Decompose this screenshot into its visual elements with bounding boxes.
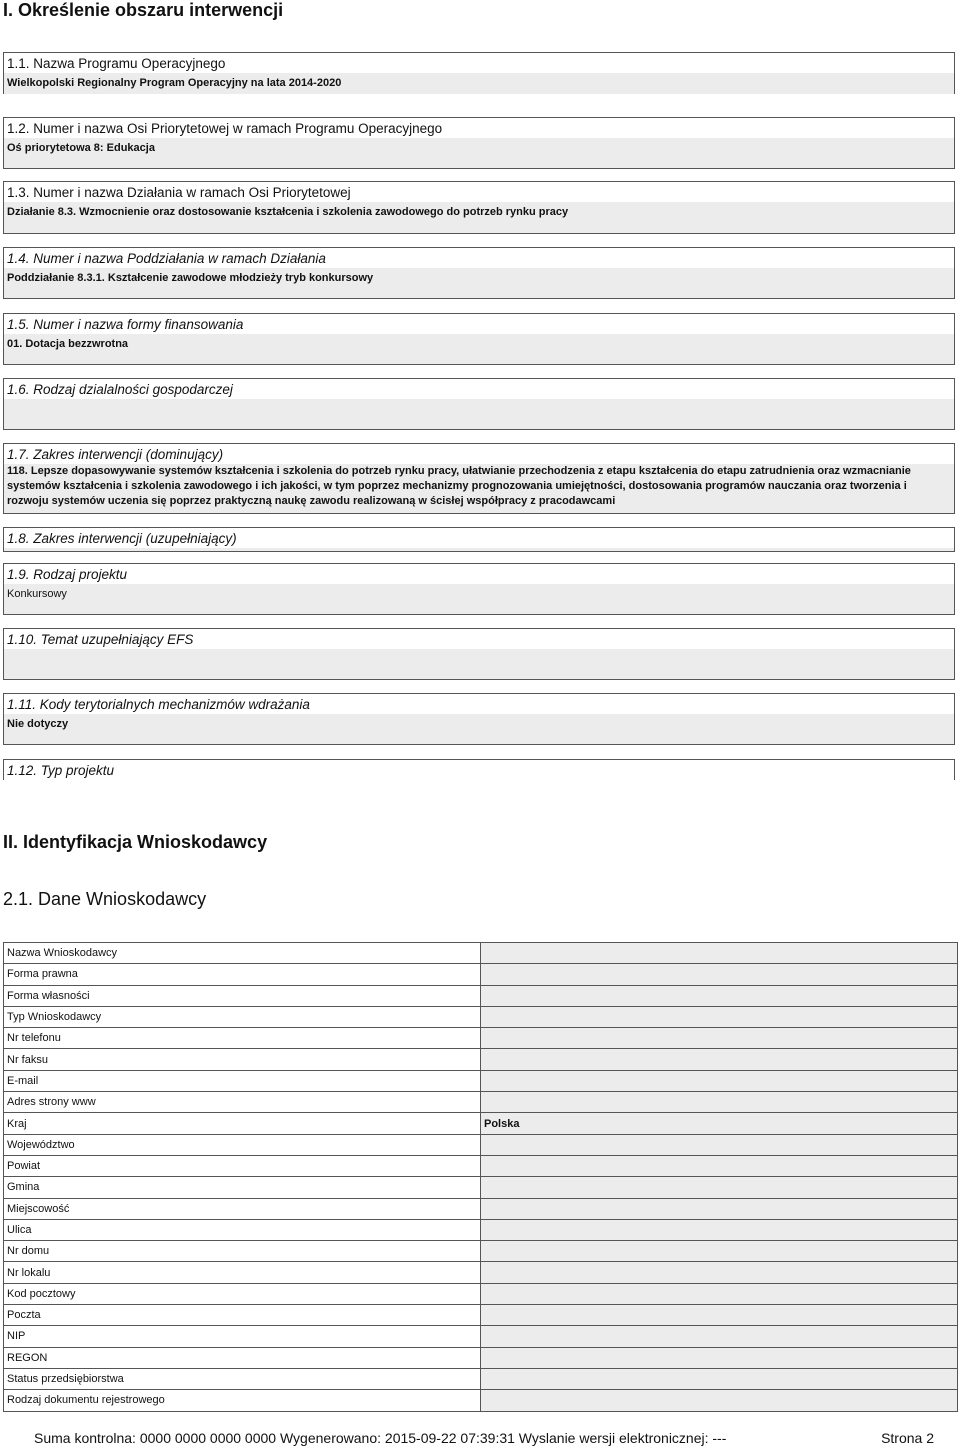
row-value bbox=[481, 1368, 958, 1389]
field-financing-form bbox=[3, 313, 955, 365]
row-label: Miejscowość bbox=[4, 1198, 481, 1219]
footer-checksum: Suma kontrolna: 0000 0000 0000 0000 Wygenerowano: 2015-09-22 07:39:31 Wyslanie wersji elektronicznej: --- bbox=[34, 1430, 727, 1446]
field-value bbox=[4, 649, 954, 655]
row-value bbox=[481, 1006, 958, 1027]
table-row bbox=[4, 1155, 958, 1176]
field-project-kind bbox=[3, 563, 955, 615]
field-label: 1.6. Rodzaj dzialalności gospodarczej bbox=[4, 379, 954, 399]
row-label: Poczta bbox=[4, 1305, 481, 1326]
field-value: Oś priorytetowa 8: Edukacja bbox=[4, 138, 954, 159]
table-row bbox=[4, 1390, 958, 1411]
field-label: 1.7. Zakres interwencji (dominujący) bbox=[4, 444, 954, 464]
table-row bbox=[4, 1177, 958, 1198]
field-label: 1.4. Numer i nazwa Poddziałania w ramach Działania bbox=[4, 248, 954, 268]
row-value bbox=[481, 1283, 958, 1304]
subsection-heading: 2.1. Dane Wnioskodawcy bbox=[3, 889, 207, 909]
table-row bbox=[4, 1326, 958, 1347]
table-row bbox=[4, 1305, 958, 1326]
field-business-type bbox=[3, 378, 955, 430]
table-row bbox=[4, 1049, 958, 1070]
table-row bbox=[4, 1347, 958, 1368]
table-row bbox=[4, 1134, 958, 1155]
row-label: Ulica bbox=[4, 1219, 481, 1240]
field-label: 1.11. Kody terytorialnych mechanizmów wdrażania bbox=[4, 694, 954, 714]
row-label: Status przedsiębiorstwa bbox=[4, 1368, 481, 1389]
table-row bbox=[4, 1219, 958, 1240]
row-label: Forma własności bbox=[4, 985, 481, 1006]
row-label: Forma prawna bbox=[4, 964, 481, 985]
table-row bbox=[4, 1262, 958, 1283]
row-value bbox=[481, 1092, 958, 1113]
field-priority-axis bbox=[3, 117, 955, 169]
row-label: Gmina bbox=[4, 1177, 481, 1198]
row-label: Nazwa Wnioskodawcy bbox=[4, 943, 481, 964]
row-label: Typ Wnioskodawcy bbox=[4, 1006, 481, 1027]
row-value bbox=[481, 943, 958, 964]
row-label: Powiat bbox=[4, 1155, 481, 1176]
table-row bbox=[4, 1028, 958, 1049]
row-label: REGON bbox=[4, 1347, 481, 1368]
field-efs-topic bbox=[3, 628, 955, 680]
field-value: Poddziałanie 8.3.1. Kształcenie zawodowe młodzieży tryb konkursowy bbox=[4, 268, 954, 289]
field-intervention-dominant bbox=[3, 443, 955, 514]
row-value bbox=[481, 1347, 958, 1368]
applicant-data-table bbox=[3, 942, 958, 1412]
row-label: Kraj bbox=[4, 1113, 481, 1134]
field-program-name bbox=[3, 52, 955, 94]
row-value bbox=[481, 1390, 958, 1411]
row-value bbox=[481, 1219, 958, 1240]
table-row bbox=[4, 1070, 958, 1091]
field-value: 01. Dotacja bezzwrotna bbox=[4, 334, 954, 355]
page-footer bbox=[34, 1430, 934, 1446]
field-label: 1.10. Temat uzupełniający EFS bbox=[4, 629, 954, 649]
row-label: Nr lokalu bbox=[4, 1262, 481, 1283]
row-label: Kod pocztowy bbox=[4, 1283, 481, 1304]
field-value bbox=[4, 399, 954, 405]
row-value bbox=[481, 985, 958, 1006]
field-label: 1.1. Nazwa Programu Operacyjnego bbox=[4, 53, 954, 73]
row-value bbox=[481, 1198, 958, 1219]
field-label: 1.8. Zakres interwencji (uzupełniający) bbox=[4, 528, 954, 548]
field-label: 1.12. Typ projektu bbox=[4, 760, 954, 780]
row-label: NIP bbox=[4, 1326, 481, 1347]
row-value bbox=[481, 1326, 958, 1347]
field-territorial-codes bbox=[3, 693, 955, 745]
row-value bbox=[481, 1155, 958, 1176]
row-label: Nr faksu bbox=[4, 1049, 481, 1070]
row-value bbox=[481, 1305, 958, 1326]
table-row bbox=[4, 985, 958, 1006]
row-label: Rodzaj dokumentu rejestrowego bbox=[4, 1390, 481, 1411]
row-value bbox=[481, 1177, 958, 1198]
field-intervention-supplementary bbox=[3, 527, 955, 552]
row-value bbox=[481, 964, 958, 985]
row-label: E-mail bbox=[4, 1070, 481, 1091]
field-label: 1.5. Numer i nazwa formy finansowania bbox=[4, 314, 954, 334]
field-value: Działanie 8.3. Wzmocnienie oraz dostosowanie kształcenia i szkolenia zawodowego do potrzeb rynku pracy bbox=[4, 202, 954, 223]
field-label: 1.9. Rodzaj projektu bbox=[4, 564, 954, 584]
row-value bbox=[481, 1262, 958, 1283]
table-row bbox=[4, 1092, 958, 1113]
table-row bbox=[4, 943, 958, 964]
field-action bbox=[3, 181, 955, 234]
row-label: Nr domu bbox=[4, 1241, 481, 1262]
field-value: 118. Lepsze dopasowywanie systemów kształcenia i szkolenia do potrzeb rynku pracy, ułatwianie przechodzenia z etapu kształcenia do etapu zatrudnienia oraz wzmacnianie systemów kształcenia i szkolenia zawodowego i ich jakości, w tym poprzez mechanizmy prognozowania umiejętności, dostosowania programów nauczania oraz tworzenia i rozwoju systemów uczenia się poprzez praktyczną naukę zawodu realizowaną w ścisłej współpracy z pracodawcami bbox=[4, 464, 954, 512]
footer-page-number: Strona 2 bbox=[881, 1430, 934, 1446]
row-value bbox=[481, 1134, 958, 1155]
row-value: Polska bbox=[481, 1113, 958, 1134]
field-project-type bbox=[3, 759, 955, 780]
table-row bbox=[4, 1006, 958, 1027]
field-subaction bbox=[3, 247, 955, 299]
row-value bbox=[481, 1028, 958, 1049]
row-value bbox=[481, 1049, 958, 1070]
row-value bbox=[481, 1241, 958, 1262]
table-row bbox=[4, 1113, 958, 1134]
row-value bbox=[481, 1070, 958, 1091]
section-heading-1: I. Określenie obszaru interwencji bbox=[3, 0, 284, 20]
field-value: Nie dotyczy bbox=[4, 714, 954, 735]
table-row bbox=[4, 1198, 958, 1219]
row-label: Nr telefonu bbox=[4, 1028, 481, 1049]
row-label: Adres strony www bbox=[4, 1092, 481, 1113]
table-row bbox=[4, 1241, 958, 1262]
row-label: Województwo bbox=[4, 1134, 481, 1155]
table-row bbox=[4, 1283, 958, 1304]
table-row bbox=[4, 1368, 958, 1389]
table-row bbox=[4, 964, 958, 985]
field-value: Wielkopolski Regionalny Program Operacyjny na lata 2014-2020 bbox=[4, 73, 954, 94]
field-label: 1.2. Numer i nazwa Osi Priorytetowej w ramach Programu Operacyjnego bbox=[4, 118, 954, 138]
field-label: 1.3. Numer i nazwa Działania w ramach Osi Priorytetowej bbox=[4, 182, 954, 202]
field-value: Konkursowy bbox=[4, 584, 954, 605]
section-heading-2: II. Identyfikacja Wnioskodawcy bbox=[3, 832, 268, 852]
